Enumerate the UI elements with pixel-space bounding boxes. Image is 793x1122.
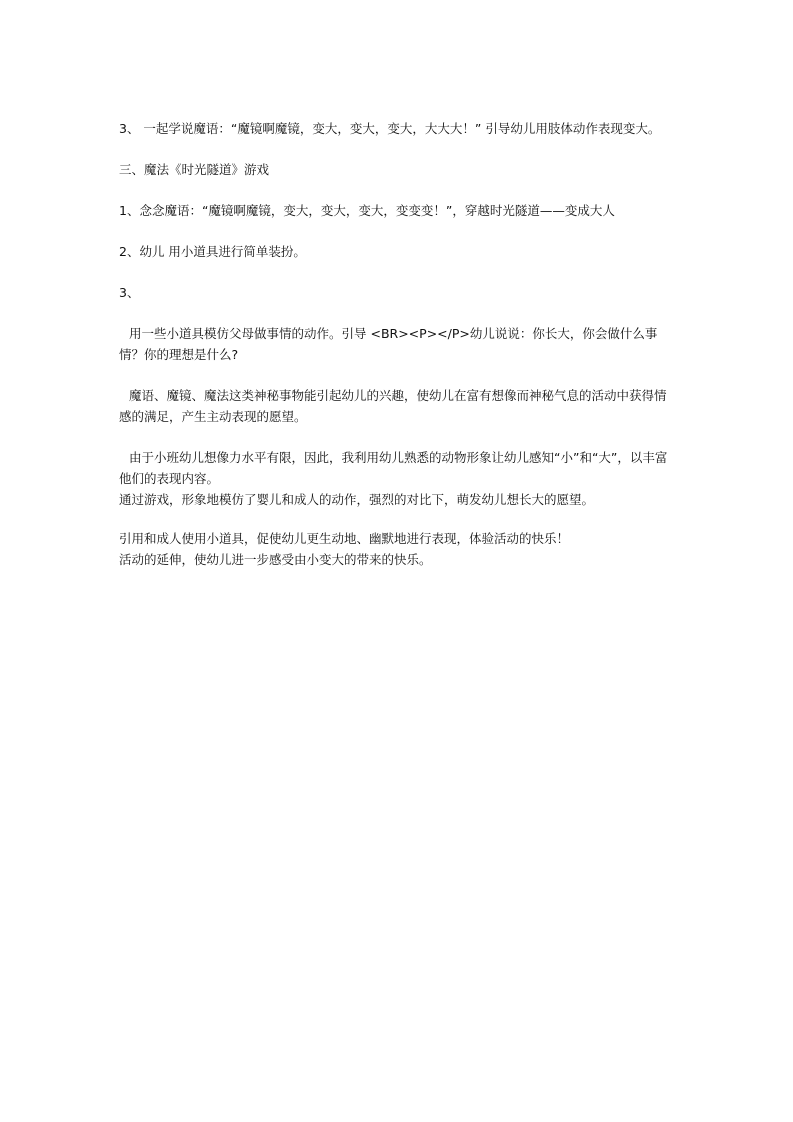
paragraph-step-1-chant: 1、念念魔语：“魔镜啊魔镜，变大，变大，变大，变变变！”，穿越时光隧道——变成大人 — [119, 203, 615, 218]
paragraph-activity-extension: 活动的延伸，使幼儿进一步感受由小变大的带来的快乐。 — [119, 552, 432, 567]
paragraph-step-3-label: 3、 — [119, 285, 140, 300]
paragraph-game-imitation: 通过游戏，形象地模仿了婴儿和成人的动作，强烈的对比下，萌发幼儿想长大的愿望。 — [119, 492, 595, 507]
paragraph-step-2-dress-up: 2、幼儿 用小道具进行简单装扮。 — [119, 244, 306, 259]
paragraph-step-3-magic-words: 3、 一起学说魔语：“魔镜啊魔镜，变大，变大，变大，大大大！” 引导幼儿用肢体动作表现变大。 — [119, 121, 661, 136]
paragraph-small-and-big: 由于小班幼儿想像力水平有限，因此，我利用幼儿熟悉的动物形象让幼儿感知“小”和“大”，以丰富他们的表现内容。 — [119, 450, 668, 486]
paragraph-imitate-parents: 用一些小道具模仿父母做事情的动作。引导 <BR><P></P>幼儿说说：你长大，你会做什么事情？你的理想是什么? — [119, 326, 658, 362]
paragraph-magic-interest: 魔语、魔镜、魔法这类神秘事物能引起幼儿的兴趣，使幼儿在富有想像而神秘气息的活动中获得情感的满足，产生主动表现的愿望。 — [119, 388, 667, 424]
section-heading-time-tunnel-game: 三、魔法《时光隧道》游戏 — [119, 162, 270, 177]
document-body — [119, 118, 675, 570]
paragraph-props-fun: 引用和成人使用小道具，促使幼儿更生动地、幽默地进行表现，体验活动的快乐！ — [119, 531, 570, 546]
